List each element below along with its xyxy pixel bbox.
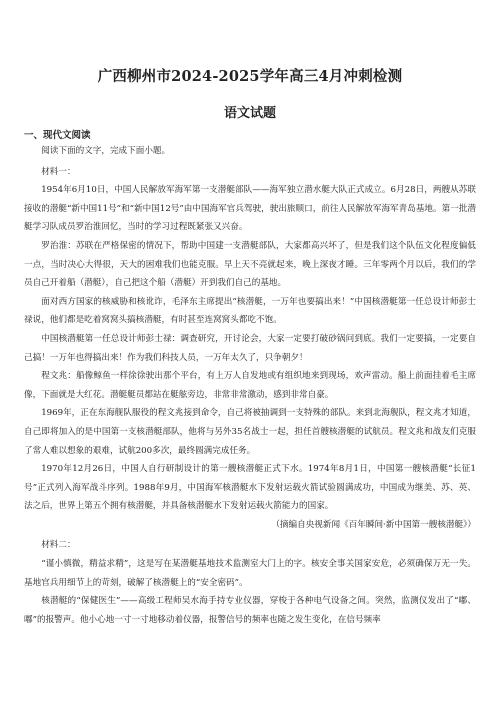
paragraph: 中国核潜艇第一任总设计师彭士禄：调查研究，开讨论会，大家一定要打破砂锅问到底。我们一定要搞，一定要自己搞！一万年也得搞出来！作为我们科技人员，一万年太久了，只争朝夕！ (24, 333, 476, 363)
instruction-text: 阅读下面的文字，完成下面小题。 (41, 146, 171, 156)
paragraph: 1969年，正在东海舰队服役的程文兆接到命令，自己将被抽调到一支特殊的部队。来到北海舰队，程文兆才知道，自己即将加入的是中国第一支核潜艇部队，他将与另外35名战士一起，担任首艘核潜艇的试航员。程文兆和战友们克服了常人难以想象的艰难，试航200多次，最终圆满完成任务。 (24, 408, 476, 456)
paragraph: 1954年6月10日，中国人民解放军海军第一支潜艇部队——海军独立潜水艇大队正式成立。6月28日，两艘从苏联接收的潜艇“新中国11号”和“新中国12号”由中国海军官兵驾驶，驶出旅顺口，前往人民解放军海军青岛基地。第一批潜艇学习队成员罗治淮回忆，当时的学习过程既紧张又兴奋。 (24, 185, 476, 233)
doc-title: 广西柳州市2024-2025学年高三4月冲刺检测 (97, 68, 403, 85)
paragraph: 面对西方国家的核威胁和核讹诈，毛泽东主席提出“核潜艇，一万年也要搞出来！”中国核潜艇第一任总设计师彭士禄说，他们都是吃着窝窝头搞核潜艇，有时甚至连窝窝头都吃不饱。 (24, 296, 476, 326)
section-heading: 一、现代文阅读 (24, 130, 91, 141)
paragraph: 核潜艇的“保健医生”——高级工程师吴水海手持专业仪器，穿梭于各种电气设备之间。突然，监测仪发出了“嘟、嘟”的报警声。他小心地一寸一寸地移动着仪器，报警信号的频率也随之发生变化，在信号频率 (24, 596, 476, 625)
paragraph: “谨小慎微，精益求精”，这是写在某潜艇基地技术监测室大门上的字。核安全事关国家安危，必须确保万无一失。基地官兵用细节上的苛刻，破解了核潜艇上的“安全密码”。 (24, 559, 476, 588)
paragraph: 罗治淮：苏联在严格保密的情况下，帮助中国建一支潜艇部队，大家都高兴坏了，但是我们这个队伍文化程度偏低一点，当时决心大得很，天大的困难我们也能克服。早上天不亮就起来，晚上深夜才睡。三年零两个月以后，我们的学员自己开着船（潜艇），自己把这个船（潜艇）开到我们自己的基地。 (24, 240, 476, 289)
paragraph: 1970年12月26日，中国人自行研制设计的第一艘核潜艇正式下水。1974年8月1日，中国第一艘核潜艇“长征1号”正式列入海军战斗序列。1988年9月，中国海军核潜艇水下发射运载火箭试验圆满成功，中国成为继美、苏、英、法之后，世界上第五个拥有核潜艇，并具备核潜艇水下发射运载火箭能力的国家。 (24, 464, 476, 512)
material-two-label: 材料二： (41, 540, 76, 551)
document-body (24, 142, 476, 629)
doc-subtitle: 语文试题 (223, 106, 276, 121)
source-citation: （摘编自央视新闻《百年瞬间·新中国第一艘核潜艇》） (271, 519, 476, 530)
paragraph: 程文兆：船像鲸鱼一样徐徐驶出那个平台，有上万人自发地或有组织地来到现场，欢声雷动。船上前面挂着毛主席像，下面就是大红花。潜艇艇员都站在艇舷旁边，非常非常激动，感到非常自豪。 (24, 371, 476, 400)
material-one-label: 材料一： (41, 166, 76, 177)
